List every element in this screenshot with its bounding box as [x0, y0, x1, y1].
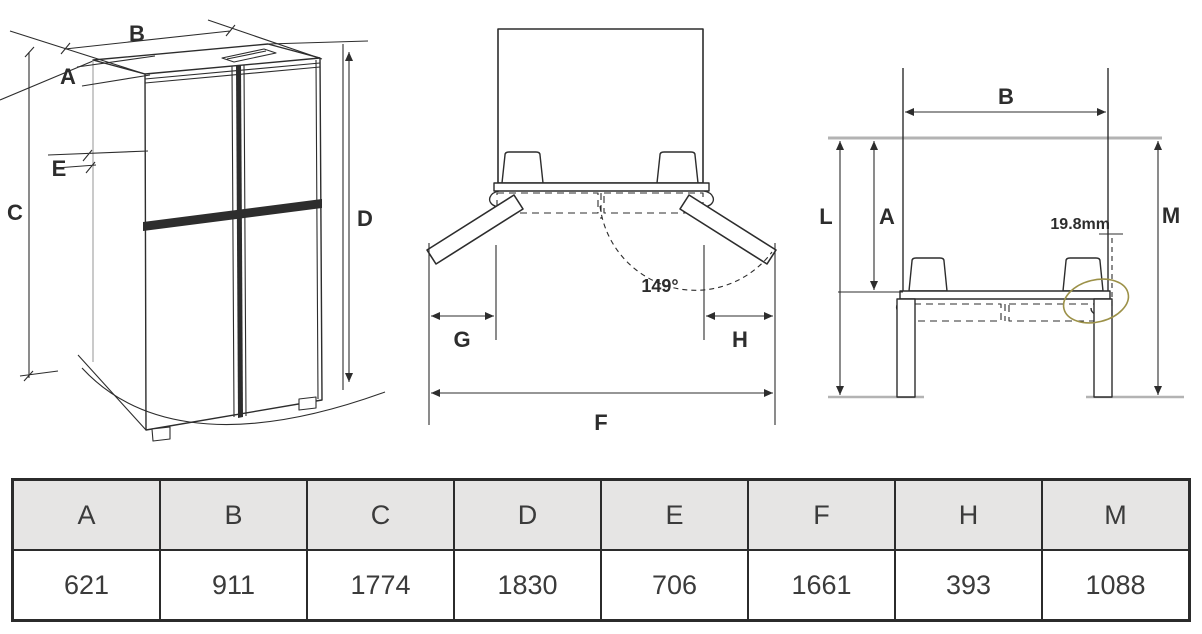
open-doors-90 [897, 299, 1112, 397]
iso-room-lines [0, 41, 368, 390]
table-value-cell: 1774 [306, 551, 453, 619]
dim-label-a-plan: A [879, 204, 895, 229]
dim-label-b: B [129, 21, 145, 46]
dim-b-lines [10, 20, 322, 74]
table-value-cell: 621 [63, 569, 110, 600]
iso-dim-c [7, 47, 58, 381]
dim-label-f: F [594, 410, 608, 435]
table-header-row [14, 481, 1188, 551]
dimension-table [11, 478, 1191, 622]
table-value-cell: 706 [600, 551, 747, 619]
dim-f [431, 393, 773, 435]
dim-label-a: A [60, 64, 76, 89]
top-view-doors-149 [427, 29, 776, 435]
table-header-cell: C [306, 481, 453, 549]
dim-c-lines [20, 47, 58, 381]
iso-dim-b [10, 20, 322, 74]
dim-label-g: G [453, 327, 471, 352]
cabinet-side-bottom-edge [78, 355, 146, 430]
dim-label-c: C [7, 200, 23, 225]
dim-label-d: D [357, 206, 373, 231]
hinge-hooks-plan [897, 299, 1109, 315]
isometric-view [0, 20, 385, 441]
dim-label-m: M [1161, 203, 1181, 228]
table-header-cell: A [77, 499, 96, 530]
table-value-row [14, 551, 1188, 619]
dim-label-b-plan: B [998, 84, 1014, 109]
hinge-blocks-plan [909, 258, 1103, 291]
door-gap [236, 65, 243, 418]
dim-label-l: L [819, 204, 833, 229]
dim-a-leaders [77, 56, 155, 86]
iso-cabinet [78, 44, 385, 441]
table-value-cell: 393 [894, 551, 1041, 619]
table-value-cell: 1088 [1041, 551, 1188, 619]
table-value-cell: 911 [159, 551, 306, 619]
closed-door-outline-dashed-plan [902, 304, 1104, 321]
cabinet-top-face [93, 44, 320, 74]
table-value-cell: 1661 [747, 551, 894, 619]
dim-m [1158, 141, 1180, 395]
iso-dim-d [349, 52, 373, 382]
dim-a-plan [838, 141, 903, 292]
clearance-label: 19.8mm [1050, 216, 1110, 233]
dim-label-e: E [51, 156, 67, 181]
table-header-cell: M [1041, 481, 1188, 549]
table-header-cell: D [453, 481, 600, 549]
dim-g [429, 243, 496, 425]
top-display-panel [222, 49, 276, 62]
dim-h [704, 243, 775, 425]
front-rail-plan [900, 291, 1110, 299]
dim-l [819, 141, 840, 395]
dim-b-plan [905, 84, 1106, 112]
room-wall-lines [0, 41, 368, 390]
dim-label-h: H [732, 327, 748, 352]
table-header-cell: E [600, 481, 747, 549]
front-rail [494, 183, 709, 191]
iso-dim-e [48, 150, 148, 181]
table-header-cell: B [159, 481, 306, 549]
table-header-cell: F [747, 481, 894, 549]
plan-view-doors-90 [819, 68, 1184, 397]
table-header-cell: H [894, 481, 1041, 549]
door-angle-label: 149° [641, 276, 679, 296]
table-value-cell: 1830 [453, 551, 600, 619]
